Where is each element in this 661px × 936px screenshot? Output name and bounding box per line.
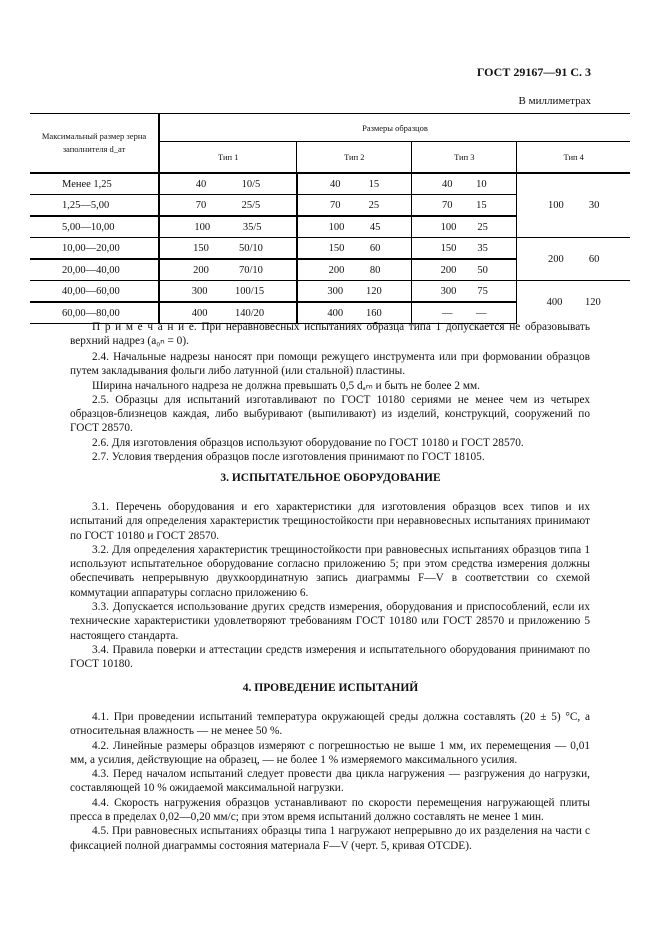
type3-cell [412, 259, 517, 281]
section-4-paragraphs [70, 710, 590, 853]
width-value: 150 [440, 242, 457, 254]
paragraph: 2.6. Для изготовления образцов используют оборудование по ГОСТ 10180 и ГОСТ 28570. [92, 436, 524, 449]
notch-value: 25 [368, 199, 380, 211]
type1-cell [159, 281, 297, 303]
type1-cell [159, 216, 297, 238]
section-2-paragraphs [70, 350, 590, 464]
type-header: Тип 2 [297, 142, 412, 174]
notch-value: 25/5 [241, 199, 261, 211]
size-cell [30, 259, 159, 281]
type2-cell [297, 259, 412, 281]
notch-value: 70/10 [238, 264, 263, 276]
section-3-paragraphs [70, 500, 590, 672]
width-value: 300 [440, 285, 457, 297]
type1-cell [159, 173, 297, 195]
type-header: Тип 1 [159, 142, 297, 174]
notch-value: 50/10 [238, 242, 263, 254]
paragraph: 2.4. Начальные надрезы наносят при помощи режущего инструмента или при формовании образцов путем закладывания фольги либо латунной (или стальной) пластины. [70, 351, 590, 378]
size-range: 1,25—5,00 [62, 199, 110, 211]
type2-cell [297, 281, 412, 303]
size-cell [30, 195, 159, 217]
size-range: 40,00—60,00 [62, 285, 120, 297]
width-value: 200 [440, 264, 457, 276]
paragraph: 3.3. Допускается использование других средств измерения, оборудования и приспособлений, если их технические характеристики удовлетворяют требованиям ГОСТ 10180 или ГОСТ 28570 и приложению 5 настоящего стандарта. [70, 601, 590, 642]
type4-cell [517, 173, 630, 238]
width-value: 400 [546, 296, 563, 308]
width-value: 150 [193, 242, 209, 254]
notch-value: 50 [477, 264, 488, 276]
paragraph: 3.1. Перечень оборудования и его характеристики для изготовления образцов всех типов и их испытаний для определения характеристик трещиностойкости при неравновесных испытаниях принимают по ГОСТ 10180 и ГОСТ 28570. [70, 501, 590, 542]
paragraph: 2.7. Условия твердения образцов после изготовления принимают по ГОСТ 18105. [92, 451, 485, 464]
col-header-size: Максимальный размер зерна заполнителя d_ат [30, 114, 159, 174]
notch-value: 160 [365, 307, 382, 319]
width-value: 40 [441, 178, 453, 190]
type4-cell [517, 238, 630, 281]
notch-value: 120 [584, 296, 601, 308]
size-range: 60,00—80,00 [62, 307, 120, 319]
notch-value: 35/5 [242, 221, 262, 233]
type-header: Тип 3 [412, 142, 517, 174]
type1-cell [159, 259, 297, 281]
width-value: 100 [194, 221, 211, 233]
paragraph: 4.1. При проведении испытаний температура окружающей среды должна составлять (20 ± 5) °С, а относительная влажность — не менее 50 %. [70, 711, 590, 738]
notch-value: 75 [477, 285, 488, 297]
type3-cell [412, 195, 517, 217]
type3-cell [412, 216, 517, 238]
width-value: 70 [195, 199, 207, 211]
type2-cell [297, 238, 412, 260]
sizes-table [30, 113, 630, 324]
size-cell [30, 216, 159, 238]
table-row [30, 238, 630, 260]
notch-value: 60 [588, 253, 600, 265]
size-range: 5,00—10,00 [62, 221, 115, 233]
notch-value: 140/20 [235, 307, 265, 319]
type4-cell [517, 281, 630, 324]
width-value: 70 [441, 199, 453, 211]
notch-value: 60 [369, 242, 381, 254]
paragraph: 3.2. Для определения характеристик трещиностойкости при равновесных испытаниях образцов типа 1 используют испытательное оборудование согласно приложению 5; при этом средства измерения должны обеспечивать непрерывную двухкоординатную запись диаграммы F—V в соответствии со схемой коммутации аппаратуры согласно приложению 6. [70, 543, 590, 599]
notch-value: 30 [588, 200, 600, 211]
width-value: 150 [328, 242, 345, 254]
section-4-title: 4. ПРОВЕДЕНИЕ ИСПЫТАНИЙ [242, 682, 419, 694]
size-range: 20,00—40,00 [62, 264, 120, 276]
paragraph: 4.5. При равновесных испытаниях образцы типа 1 нагружают непрерывно до их разделения на части с фиксацией полной диаграммы состояния материала F—V (черт. 5, кривая OTCDE). [70, 825, 590, 852]
table-row [30, 173, 630, 195]
type3-cell [412, 173, 517, 195]
type1-cell [159, 238, 297, 260]
paragraph: Ширина начального надреза не должна превышать 0,5 dₐₘ и быть не более 2 мм. [92, 379, 480, 392]
notch-value: 35 [477, 242, 488, 254]
notch-value: 15 [368, 178, 380, 190]
paragraph: 3.4. Правила поверки и аттестации средств измерения и испытательного оборудования принимают по ГОСТ 10180. [70, 643, 590, 671]
type2-cell [297, 195, 412, 217]
width-value: 100 [328, 221, 345, 233]
width-value: 70 [329, 199, 341, 211]
width-value: 400 [191, 307, 208, 319]
units-label: В миллиметрах [518, 95, 591, 107]
width-value: 40 [195, 178, 207, 190]
section-3-title: 3. ИСПЫТАТЕЛЬНОЕ ОБОРУДОВАНИЕ [220, 472, 441, 484]
notch-value: 100/15 [235, 285, 265, 297]
group-header: Размеры образцов [159, 114, 630, 142]
size-cell [30, 281, 159, 303]
notch-value: 80 [369, 264, 381, 276]
notch-value: 45 [369, 221, 381, 233]
notch-value: — [476, 307, 487, 319]
size-cell [30, 173, 159, 195]
table-note [70, 320, 590, 349]
type2-cell [297, 173, 412, 195]
paragraph: 4.3. Перед началом испытаний следует провести два цикла нагружения — разгружения до нагрузки, составляющей 10 % ожидаемой максимальной нагрузки. [70, 768, 590, 795]
width-value: 200 [193, 264, 209, 276]
width-value: — [441, 307, 453, 319]
size-cell [30, 238, 159, 260]
width-value: 300 [327, 285, 344, 297]
notch-value: 25 [477, 221, 488, 233]
width-value: 300 [191, 285, 208, 297]
page-header: ГОСТ 29167—91 С. 3 [476, 65, 591, 79]
notch-value: 120 [365, 285, 382, 297]
type-header: Тип 4 [563, 152, 584, 162]
type3-cell [412, 281, 517, 303]
notch-value: 10/5 [241, 178, 261, 190]
paragraph: 4.4. Скорость нагружения образцов устанавливают по скорости перемещения нагружающей плиты пресса в пределах 0,02—0,20 мм/с; при этом время испытаний должно составлять не менее 1 мин. [70, 796, 590, 824]
note-text: П р и м е ч а н и е. При неравновесных испытаниях образца типа 1 допускается не образовывать верхний надрез (a₀ₙ = 0). [70, 321, 590, 348]
type3-cell [412, 238, 517, 260]
notch-value: 15 [476, 199, 487, 211]
width-value: 40 [329, 178, 341, 190]
type1-cell [159, 195, 297, 217]
width-value: 400 [327, 307, 344, 319]
type2-cell [297, 216, 412, 238]
paragraph: 4.2. Линейные размеры образцов измеряют с погрешностью не выше 1 мм, их перемещения — 0,01 мм, а усилия, действующие на образец, — не более 1 % измеряемого максимального усилия. [70, 739, 590, 766]
width-value: 100 [440, 221, 457, 233]
table-row [30, 281, 630, 303]
paragraph: 2.5. Образцы для испытаний изготавливают по ГОСТ 10180 сериями не менее чем из четырех образцов-близнецов каждая, либо выбуривают (выпиливают) из изделий, конструкций, сооружений по ГОСТ 28570. [70, 393, 590, 435]
size-range: Менее 1,25 [62, 178, 112, 190]
size-range: 10,00—20,00 [62, 242, 120, 254]
width-value: 100 [547, 200, 564, 211]
notch-value: 10 [476, 178, 487, 190]
width-value: 200 [547, 253, 564, 265]
width-value: 200 [328, 264, 345, 276]
